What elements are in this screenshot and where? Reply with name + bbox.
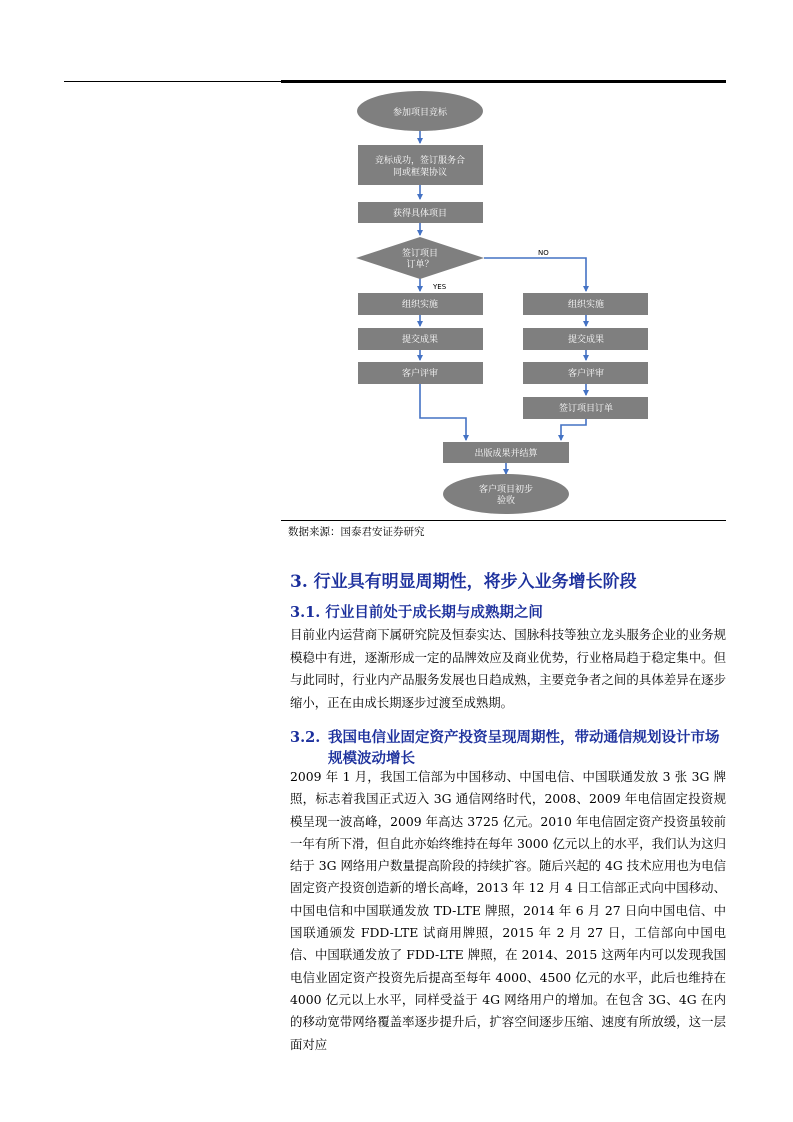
contract-label-1: 竞标成功，签订服务合 <box>374 156 466 166</box>
figure-source: 数据来源：国泰君安证券研究 <box>288 526 425 538</box>
right-review-label: 客户评审 <box>567 369 605 379</box>
settle-label: 出版成果并结算 <box>474 449 538 459</box>
left-submit-label: 提交成果 <box>401 335 439 345</box>
section-3-1-heading: 3.1. 行业目前处于成长期与成熟期之间 <box>290 604 543 621</box>
start-label: 参加项目竞标 <box>392 108 448 118</box>
section-3-1-body: 目前业内运营商下属研究院及恒泰实达、国脉科技等独立龙头服务企业的业务规模稳中有进，逐渐形成一定的品牌效应及商业优势，行业格局趋于稳定集中。但与此同时，行业内产品服务发展也日趋成熟，主要竞争者之间的具体差异在逐步缩小，正在由成长期逐步过渡至成熟期。 <box>290 627 726 710</box>
decision-label-1: 签订项目 <box>401 249 439 259</box>
section-3-2-title: 我国电信业固定资产投资呈现周期性，带动通信规划设计市场规模波动增长 <box>328 729 720 767</box>
right-implement-label: 组织实施 <box>567 300 605 310</box>
section-3-2-number: 3.2. <box>290 729 321 746</box>
no-label: NO <box>538 249 549 257</box>
yes-label: YES <box>433 283 447 291</box>
business-flowchart <box>281 84 726 520</box>
arrow-right-sign-settle <box>561 419 586 440</box>
left-implement-label: 组织实施 <box>401 300 439 310</box>
section-3-2-heading <box>290 727 730 769</box>
decision-label-2: 订单？ <box>406 260 434 270</box>
section-3-2-body: 2009 年 1 月，我国工信部为中国移动、中国电信、中国联通发放 3 张 3G 牌照，标志着我国正式迈入 3G 通信网络时代，2008、2009 年电信固定投资规模呈现一波高峰，2009 年高达 3725 亿元。2010 年电信固定资产投资虽较前一年有所下滑，但自此亦始终维持在每年 3000 亿元以上的水平，我们认为这归结于 3G 网络用户数量提高阶段的持续扩容。随后兴起的 4G 技术应用也为电信固定资产投资创造新的增长高峰，2013 年 12 月 4 日工信部正式向中国移动、中国电信和中国联通发放 TD-LTE 牌照，2014 年 6 月 27 日向中国电信、中国联通颁发 FDD-LTE 试商用牌照，2015 年 2 月 27 日，工信部向中国电信、中国联通发放了 FDD-LTE 牌照，在 2014、2015 这两年内可以发现我国电信业固定资产投资先后提高至每年 4000、4500 亿元的水平，此后也维持在 4000 亿元以上水平，同样受益于 4G 网络用户的增加。在包含 3G、4G 在内的移动宽带网络覆盖率逐步提升后，扩容空间逐步压缩、速度有所放缓，这一层面对应 <box>290 769 726 1052</box>
right-submit-label: 提交成果 <box>567 335 605 345</box>
arrow-decision-no <box>484 258 586 291</box>
arrow-left-review-settle <box>420 384 466 440</box>
obtain-label: 获得具体项目 <box>392 209 448 219</box>
end-label-1: 客户项目初步 <box>478 485 534 495</box>
section-3-heading: 3. 行业具有明显周期性，将步入业务增长阶段 <box>290 572 637 592</box>
left-review-label: 客户评审 <box>401 369 439 379</box>
end-label-2: 验收 <box>496 496 516 506</box>
figure-bottom-rule <box>281 520 726 521</box>
contract-label-2: 同或框架协议 <box>392 168 448 178</box>
right-sign-label: 签订项目订单 <box>558 404 614 414</box>
figure-top-rule <box>281 80 726 83</box>
